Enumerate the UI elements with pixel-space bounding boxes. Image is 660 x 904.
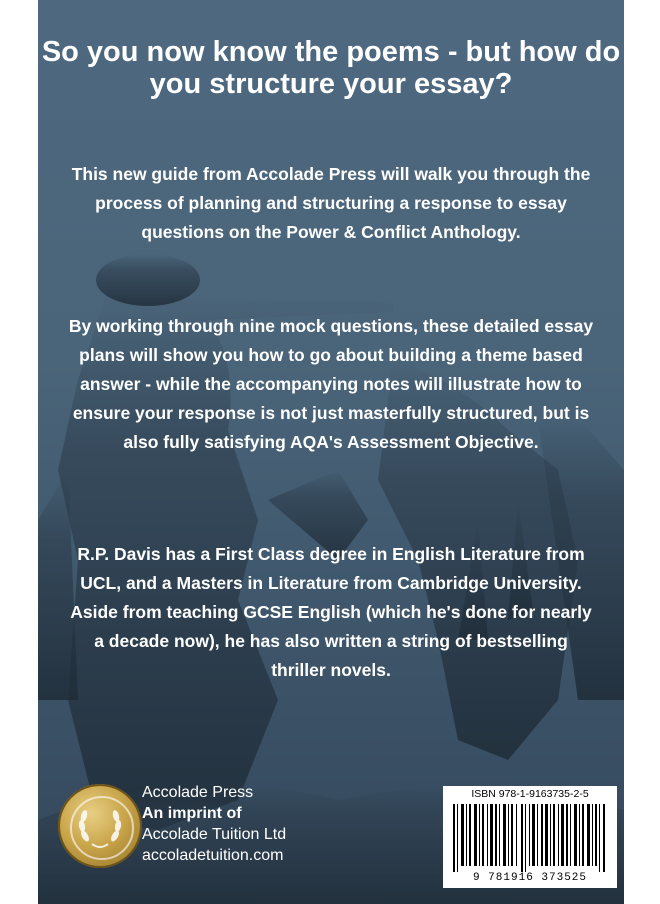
isbn-label: ISBN 978-1-9163735-2-5 bbox=[471, 788, 589, 800]
barcode-bars bbox=[451, 804, 609, 872]
laurel-seal-icon bbox=[58, 784, 142, 868]
intro-paragraph: This new guide from Accolade Press will walk you through the process of planning and structuring a response to essay questions on the Power & Conflict Anthology. bbox=[71, 164, 591, 242]
author-bio-paragraph: R.P. Davis has a First Class degree in English Literature from UCL, and a Masters in Literature from Cambridge University. Aside from teaching GCSE English (which he's done for nearly a decade now), he has also written a string of bestselling thriller novels. bbox=[70, 544, 592, 680]
book-back-cover bbox=[38, 0, 624, 904]
publisher-website: accoladetuition.com bbox=[142, 847, 284, 864]
imprint-line: An imprint of bbox=[142, 805, 242, 822]
parent-company: Accolade Tuition Ltd bbox=[142, 826, 287, 843]
publisher-block bbox=[142, 782, 286, 866]
barcode-digits: 9 781916 373525 bbox=[472, 872, 588, 884]
barcode-icon bbox=[443, 786, 617, 888]
headline: So you now know the poems - but how do you structure your essay? bbox=[41, 36, 621, 100]
publisher-name: Accolade Press bbox=[142, 784, 254, 801]
description-paragraph: By working through nine mock questions, these detailed essay plans will show you how to go about building a theme based answer - while the accompanying notes will illustrate how to ensure your response is not just masterfully structured, but is also fully satisfying AQA's Assessment Objective. bbox=[68, 316, 594, 452]
